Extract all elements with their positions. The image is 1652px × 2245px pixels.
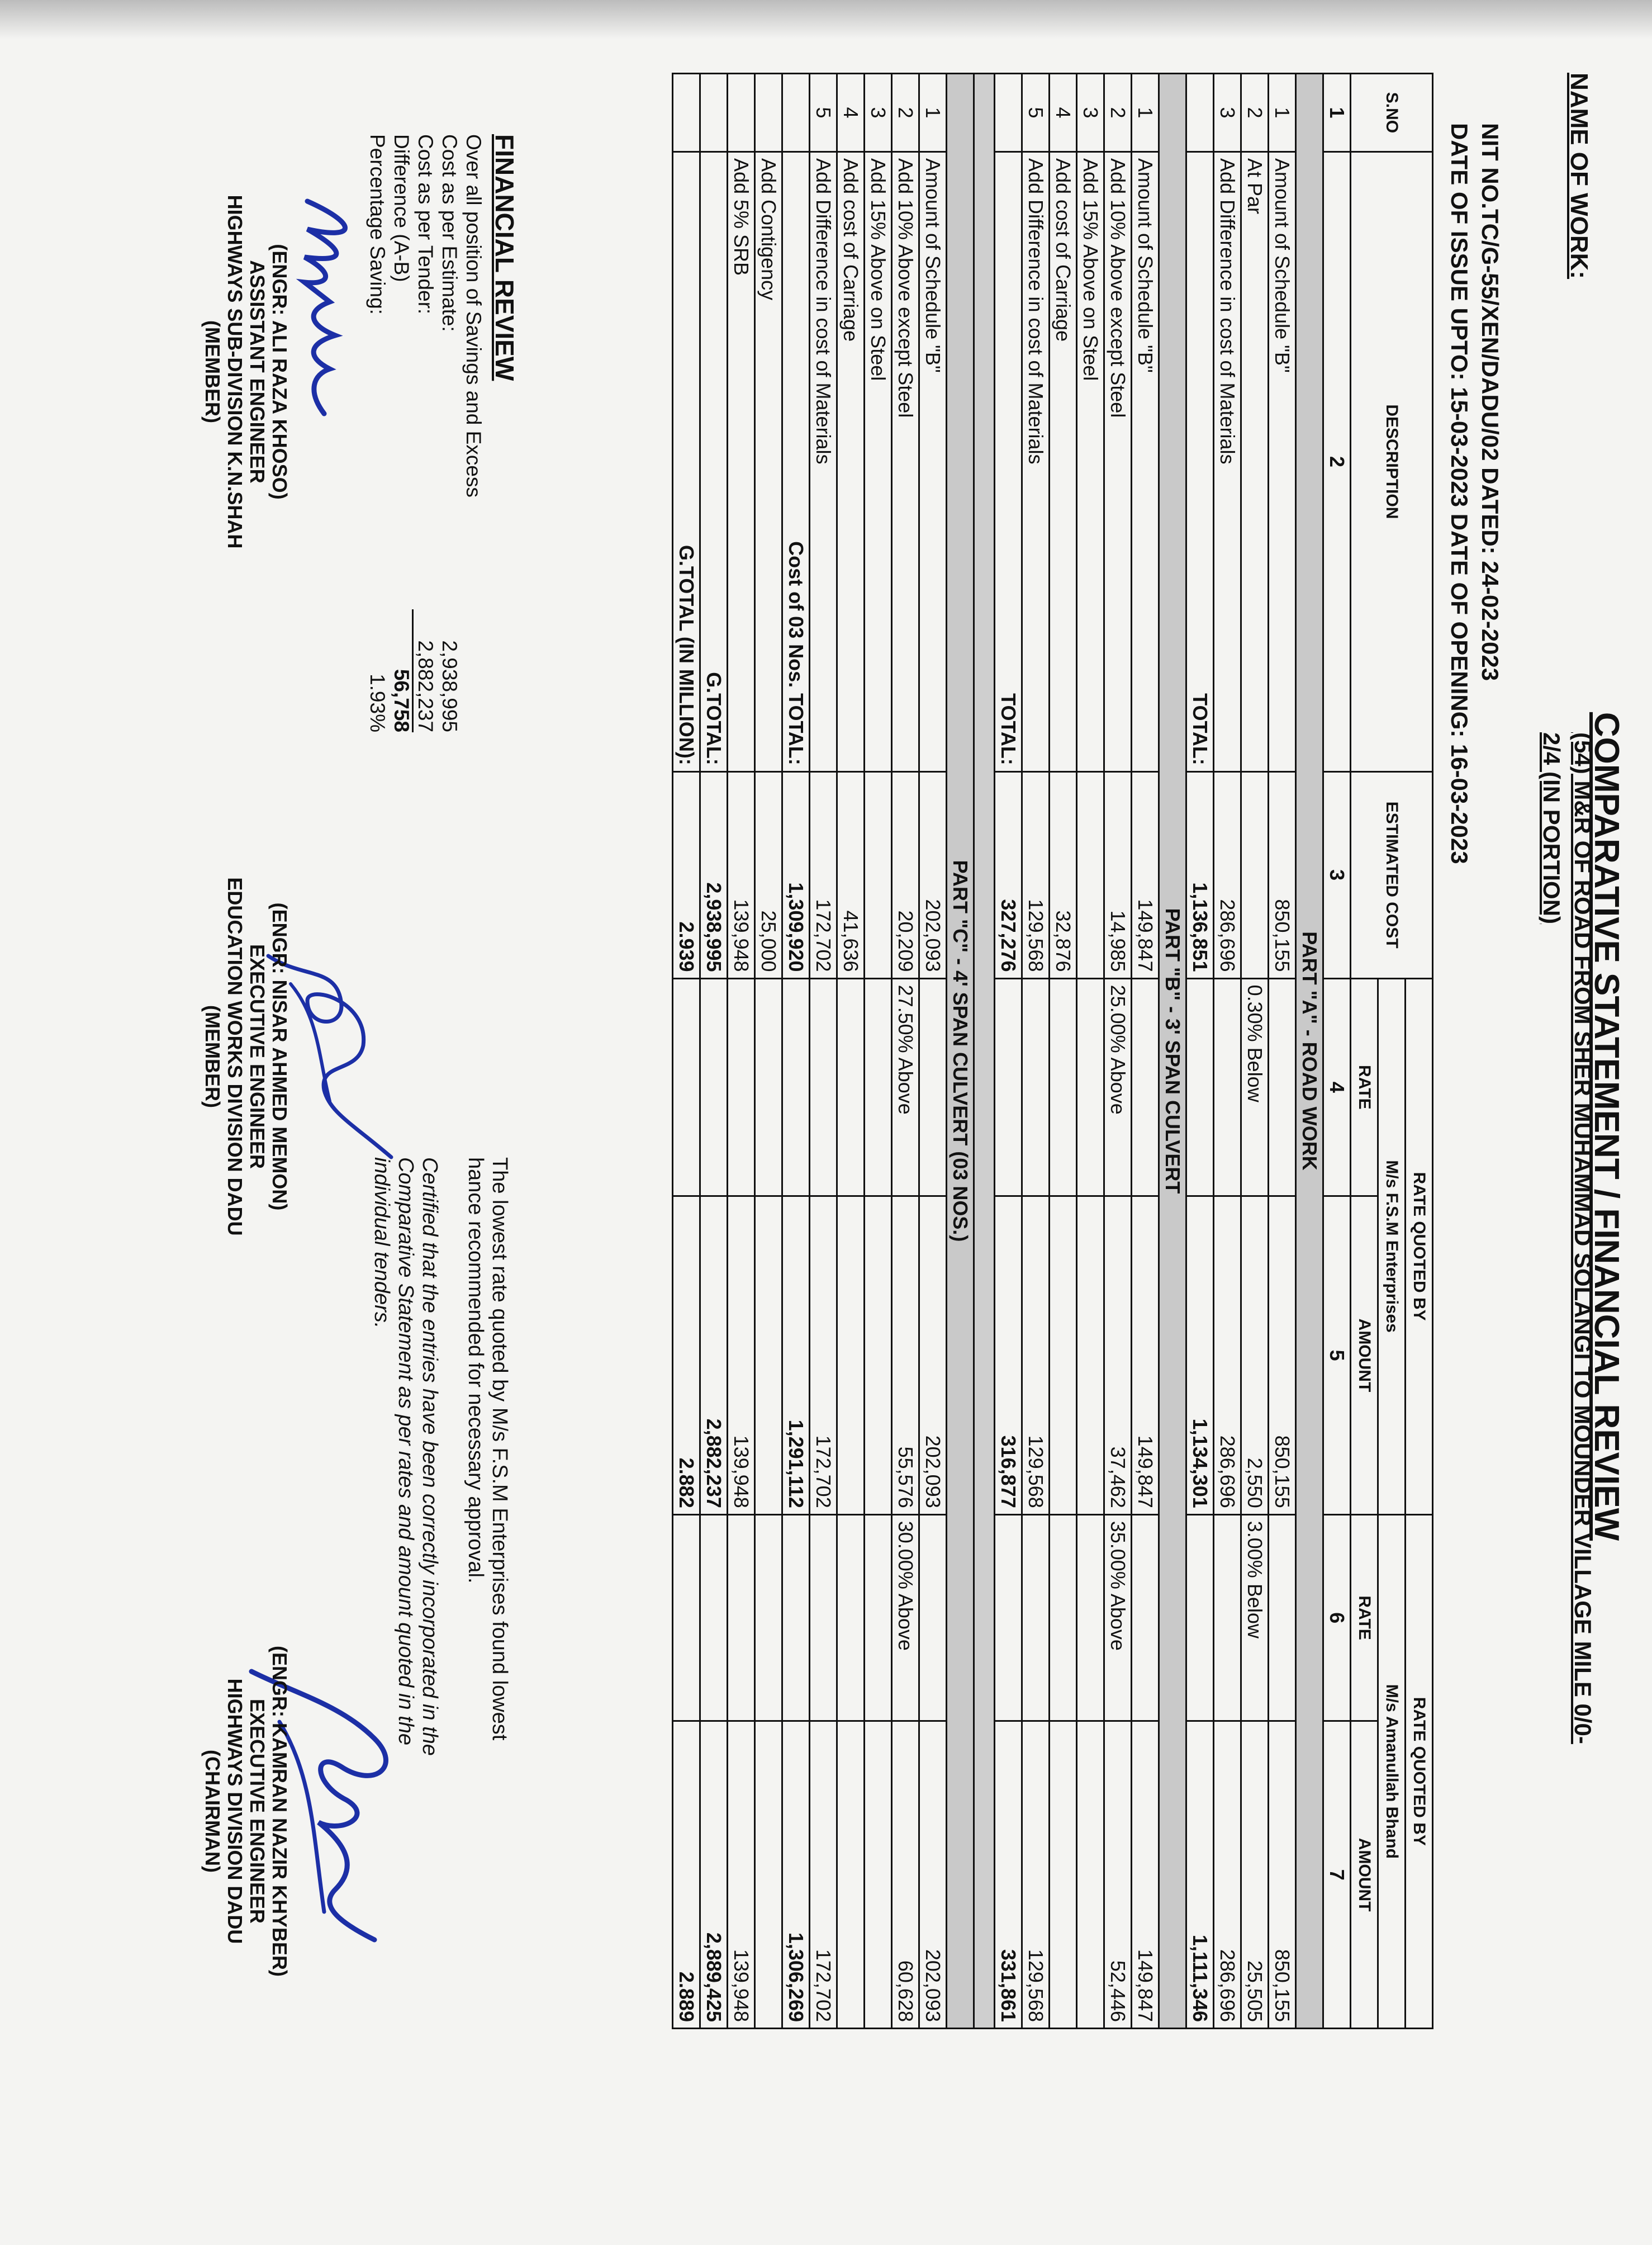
signatory-office: HIGHWAYS SUB-DIVISION K.N.SHAH <box>224 195 246 549</box>
signatory-role: (CHAIRMAN) <box>201 1750 224 1873</box>
table-row <box>1241 74 1269 2029</box>
estimate-value: 2,938,995 <box>438 640 461 732</box>
row-description: Add Difference in cost of Materials <box>1214 151 1241 771</box>
row-bidder1-amount <box>1077 1196 1104 1515</box>
col-num: 3 <box>1323 771 1351 978</box>
row-sno: 2 <box>892 74 919 152</box>
grand-total-million-bidder2: 2.889 <box>673 1721 700 2029</box>
row-sno: 5 <box>1022 74 1050 152</box>
part-b-heading: PART "B" - 3' SPAN CULVERT <box>1159 74 1186 2029</box>
separator-row <box>974 74 995 2029</box>
difference-label: Difference (A-B) <box>390 134 413 282</box>
row-estimate <box>865 771 892 978</box>
total-label: TOTAL: <box>995 151 1022 771</box>
row-bidder2-amount: 139,948 <box>728 1721 755 2029</box>
lowest-note-line1: The lowest rate quoted by M/s F.S.M Enterprises found lowest <box>488 1157 511 1741</box>
table-row <box>892 74 919 2029</box>
bidder2-rate-header: RATE <box>1351 1514 1378 1721</box>
part-a-total-row <box>1186 74 1214 2029</box>
row-estimate <box>1077 771 1104 978</box>
difference-value: 56,758 <box>390 669 413 732</box>
row-bidder2-amount <box>865 1721 892 2029</box>
row-bidder2-rate <box>1214 1514 1241 1721</box>
scan-shadow <box>0 0 1652 39</box>
row-bidder1-rate: 27.50% Above <box>892 978 919 1196</box>
row-bidder2-amount: 149,847 <box>1132 1721 1159 2029</box>
signatory-name: (ENGR: ALI RAZA KHOSO) <box>268 244 291 500</box>
total-label: TOTAL: <box>1186 151 1214 771</box>
part-a-heading: PART "A" - ROAD WORK <box>1296 74 1323 2029</box>
row-bidder2-amount: 172,702 <box>810 1721 837 2029</box>
row-description: Add Difference in cost of Materials <box>810 151 837 771</box>
certification-line3: individual tenders. <box>370 1157 393 1329</box>
certification-line2: Comparative Statement as per rates and amount quoted in the <box>394 1157 417 1745</box>
table-row <box>1077 74 1104 2029</box>
row-sno: 4 <box>837 74 865 152</box>
row-description: Amount of Schedule "B" <box>1132 151 1159 771</box>
row-description: Add 10% Above except Steel <box>892 151 919 771</box>
row-description: Add Difference in cost of Materials <box>1022 151 1050 771</box>
grand-total-bidder2: 2,889,425 <box>700 1721 728 2029</box>
table-row <box>1104 74 1132 2029</box>
total-estimate: 1,309,920 <box>782 771 810 978</box>
grand-total-estimate: 2,938,995 <box>700 771 728 978</box>
row-bidder2-amount <box>837 1721 865 2029</box>
row-estimate: 32,876 <box>1050 771 1077 978</box>
row-estimate: 850,155 <box>1269 771 1296 978</box>
col-num: 4 <box>1323 978 1351 1196</box>
row-bidder1-amount: 172,702 <box>810 1196 837 1515</box>
table-row <box>919 74 947 2029</box>
srb-row <box>728 74 755 2029</box>
row-bidder1-amount: 2,550 <box>1241 1196 1269 1515</box>
grand-total-million-estimate: 2.939 <box>673 771 700 978</box>
row-bidder2-amount: 202,093 <box>919 1721 947 2029</box>
table-row <box>837 74 865 2029</box>
bidder1-rate-header: RATE <box>1351 978 1378 1196</box>
row-bidder2-amount <box>1050 1721 1077 2029</box>
row-bidder1-amount: 129,568 <box>1022 1196 1050 1515</box>
signatory-title: ASSISTANT ENGINEER <box>246 260 269 484</box>
row-bidder1-amount: 850,155 <box>1269 1196 1296 1515</box>
row-bidder1-rate <box>1022 978 1050 1196</box>
bidder1-amount-header: AMOUNT <box>1351 1196 1378 1515</box>
bidder2-name: M/s Amanullah Bhand <box>1378 1514 1406 2028</box>
row-sno: 5 <box>810 74 837 152</box>
row-bidder2-rate <box>837 1514 865 1721</box>
row-estimate: 149,847 <box>1132 771 1159 978</box>
row-bidder1-amount <box>865 1196 892 1515</box>
col-num: 6 <box>1323 1514 1351 1721</box>
table-row <box>1022 74 1050 2029</box>
table-row <box>865 74 892 2029</box>
nit-number: NIT NO.TC/G-55/XEN/DADU/02 DATED: 24-02-2023 <box>1477 123 1503 681</box>
row-bidder1-amount <box>837 1196 865 1515</box>
total-bidder1: 1,134,301 <box>1186 1196 1214 1515</box>
row-sno: 1 <box>1132 74 1159 152</box>
col-num: 5 <box>1323 1196 1351 1515</box>
row-estimate: 14,985 <box>1104 771 1132 978</box>
row-bidder2-rate <box>1050 1514 1077 1721</box>
row-sno: 3 <box>865 74 892 152</box>
certification-line1: Certified that the entries have been correctly incorporated in the <box>418 1157 442 1756</box>
name-of-work-text <box>1536 732 1598 2063</box>
row-bidder1-rate <box>1077 978 1104 1196</box>
row-bidder2-amount: 850,155 <box>1269 1721 1296 2029</box>
grand-total-label: G.TOTAL: <box>700 151 728 771</box>
row-estimate: 202,093 <box>919 771 947 978</box>
col-description-header: DESCRIPTION <box>1351 151 1433 771</box>
column-number-row <box>1323 74 1351 2029</box>
row-bidder1-rate <box>919 978 947 1196</box>
total-label: Cost of 03 Nos. TOTAL: <box>782 151 810 771</box>
row-bidder1-amount: 139,948 <box>728 1196 755 1515</box>
col-num: 7 <box>1323 1721 1351 2029</box>
tender-value: 2,882,237 <box>412 609 437 732</box>
row-bidder1-rate <box>1132 978 1159 1196</box>
total-bidder1: 1,291,112 <box>782 1196 810 1515</box>
grand-total-row <box>700 74 728 2029</box>
percentage-value: 1.93% <box>366 674 389 732</box>
signatory-name: (ENGR: KAMRAN NAZIR KHYBER) <box>268 1646 291 1977</box>
row-bidder1-amount: 37,462 <box>1104 1196 1132 1515</box>
row-description: Add 10% Above except Steel <box>1104 151 1132 771</box>
row-estimate: 286,696 <box>1214 771 1241 978</box>
row-sno: 3 <box>1214 74 1241 152</box>
signatory-title: EXECUTIVE ENGINEER <box>246 1698 269 1924</box>
row-bidder2-rate <box>810 1514 837 1721</box>
contingency-row <box>755 74 782 2029</box>
col-sno-header: S.NO <box>1351 74 1433 152</box>
row-sno: 3 <box>1077 74 1104 152</box>
row-bidder1-rate <box>1269 978 1296 1196</box>
row-bidder1-amount: 55,576 <box>892 1196 919 1515</box>
table-row <box>1214 74 1241 2029</box>
name-of-work-label: NAME OF WORK: <box>1565 73 1593 280</box>
row-bidder2-rate <box>865 1514 892 1721</box>
part-c-rows <box>810 74 947 2029</box>
signatory-2 <box>201 777 291 1336</box>
row-bidder2-rate: 30.00% Above <box>892 1514 919 1721</box>
part-a-rows <box>1214 74 1296 2029</box>
table-row <box>1132 74 1159 2029</box>
signatory-1 <box>201 134 291 609</box>
col-estimated-header: ESTIMATED COST <box>1351 771 1433 978</box>
grand-total-million-label: G.TOTAL (IN MILLION): <box>673 151 700 771</box>
name-of-work-line2: 2/4 (IN PORTION) <box>1539 732 1565 925</box>
overall-position: Over all position of Savings and Excess <box>462 134 485 498</box>
signatory-role: (MEMBER) <box>201 320 224 423</box>
row-estimate: 172,702 <box>810 771 837 978</box>
signatory-3 <box>201 1588 291 2035</box>
table-row <box>1050 74 1077 2029</box>
row-bidder2-amount: 286,696 <box>1214 1721 1241 2029</box>
table-row <box>1269 74 1296 2029</box>
row-description: Amount of Schedule "B" <box>919 151 947 771</box>
row-sno: 4 <box>1050 74 1077 152</box>
row-bidder2-amount: 52,446 <box>1104 1721 1132 2029</box>
signatory-role: (MEMBER) <box>201 1005 224 1108</box>
row-bidder1-amount: 202,093 <box>919 1196 947 1515</box>
row-sno: 1 <box>919 74 947 152</box>
row-description: Add cost of Carriage <box>837 151 865 771</box>
tender-label: Cost as per Tender: <box>414 134 437 315</box>
row-bidder1-rate: 25.00% Above <box>1104 978 1132 1196</box>
financial-review-heading: FINANCIAL REVIEW <box>490 134 519 381</box>
row-bidder1-rate <box>865 978 892 1196</box>
part-b-total-row <box>995 74 1022 2029</box>
row-description: Add cost of Carriage <box>1050 151 1077 771</box>
col-num: 1 <box>1323 74 1351 152</box>
grand-total-million-row <box>673 74 700 2029</box>
row-description: At Par <box>1241 151 1269 771</box>
row-estimate: 25,000 <box>755 771 782 978</box>
bidder1-name: M/s F.S.M Enterprises <box>1378 978 1406 1514</box>
signature-ali-raza <box>285 190 369 425</box>
estimate-label: Cost as per Estimate: <box>438 134 461 332</box>
comparative-table <box>672 73 1433 2029</box>
row-sno: 1 <box>1269 74 1296 152</box>
row-bidder2-amount: 25,505 <box>1241 1721 1269 2029</box>
signatory-name: (ENGR: NISAR AHMED MEMON) <box>268 902 291 1211</box>
bidder1-header: RATE QUOTED BY <box>1406 978 1433 1514</box>
row-estimate <box>1241 771 1269 978</box>
total-bidder1: 316,877 <box>995 1196 1022 1515</box>
document-page <box>11 50 1632 2203</box>
total-bidder2: 331,861 <box>995 1721 1022 2029</box>
row-bidder1-rate <box>810 978 837 1196</box>
row-estimate: 129,568 <box>1022 771 1050 978</box>
header-row-1 <box>1406 74 1433 2029</box>
page-title: COMPARATIVE STATEMENT / FINANCIAL REVIEW <box>1587 712 1626 1541</box>
signatory-title: EXECUTIVE ENGINEER <box>246 944 269 1169</box>
part-c-heading: PART "C" - 4' SPAN CULVERT (03 NOS.) <box>947 74 974 2029</box>
row-bidder1-rate <box>1214 978 1241 1196</box>
row-bidder2-amount <box>1077 1721 1104 2029</box>
row-bidder2-rate <box>1269 1514 1296 1721</box>
row-description: Add 5% SRB <box>728 151 755 771</box>
issue-opening-dates: DATE OF ISSUE UPTO: 15-03-2023 DATE OF OPENING: 16-03-2023 <box>1446 123 1473 864</box>
row-bidder1-amount: 149,847 <box>1132 1196 1159 1515</box>
row-bidder2-rate <box>1022 1514 1050 1721</box>
row-description: Add 15% Above on Steel <box>1077 151 1104 771</box>
name-of-work-line1: (54) M&R OF ROAD FROM SHER MUHAMMAD SOLANGI TO MOUNDER VILLAGE MILE 0/0- <box>1570 732 1596 1744</box>
row-bidder2-amount: 129,568 <box>1022 1721 1050 2029</box>
total-estimate: 327,276 <box>995 771 1022 978</box>
row-estimate: 41,636 <box>837 771 865 978</box>
row-bidder2-rate <box>919 1514 947 1721</box>
bidder2-amount-header: AMOUNT <box>1351 1721 1378 2029</box>
row-bidder2-rate <box>1077 1514 1104 1721</box>
row-bidder2-rate: 3.00% Below <box>1241 1514 1269 1721</box>
row-description: Add 15% Above on Steel <box>865 151 892 771</box>
total-bidder2: 1,306,269 <box>782 1721 810 2029</box>
row-bidder2-amount: 60,628 <box>892 1721 919 2029</box>
signatory-office: HIGHWAYS DIVISION DADU <box>224 1678 246 1944</box>
part-c-total-row <box>782 74 810 2029</box>
percentage-label: Percentage Saving: <box>366 134 389 315</box>
table-row <box>810 74 837 2029</box>
total-bidder2: 1,111,346 <box>1186 1721 1214 2029</box>
row-bidder2-rate <box>1132 1514 1159 1721</box>
total-estimate: 1,136,851 <box>1186 771 1214 978</box>
bidder2-header: RATE QUOTED BY <box>1406 1514 1433 2028</box>
row-bidder1-amount: 286,696 <box>1214 1196 1241 1515</box>
row-estimate: 20,209 <box>892 771 919 978</box>
row-estimate: 139,948 <box>728 771 755 978</box>
row-sno: 2 <box>1241 74 1269 152</box>
row-description: Add Contigency <box>755 151 782 771</box>
row-bidder1-rate <box>837 978 865 1196</box>
col-num: 2 <box>1323 151 1351 771</box>
row-bidder1-rate: 0.30% Below <box>1241 978 1269 1196</box>
row-bidder2-rate: 35.00% Above <box>1104 1514 1132 1721</box>
row-bidder1-amount <box>1050 1196 1077 1515</box>
signatory-office: EDUCATION WORKS DIVISION DADU <box>224 877 246 1236</box>
lowest-note-line2: hance recommended for necessary approval. <box>464 1157 487 1584</box>
part-b-rows <box>1022 74 1159 2029</box>
row-description: Amount of Schedule "B" <box>1269 151 1296 771</box>
grand-total-million-bidder1: 2.882 <box>673 1196 700 1515</box>
grand-total-bidder1: 2,882,237 <box>700 1196 728 1515</box>
row-bidder1-rate <box>1050 978 1077 1196</box>
row-sno: 2 <box>1104 74 1132 152</box>
